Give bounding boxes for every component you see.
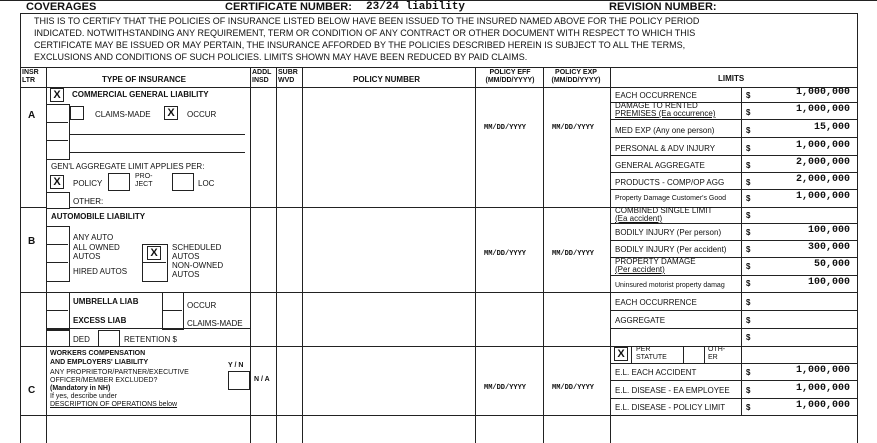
occur-label: OCCUR bbox=[187, 110, 217, 119]
col-sep bbox=[276, 67, 277, 443]
label-text: WORKERS COMPENSATION bbox=[50, 350, 146, 357]
limit-divider bbox=[610, 137, 857, 138]
not-applicable-label: N / A bbox=[254, 376, 270, 383]
workers-comp-title bbox=[50, 349, 148, 367]
umbrella-occur-column bbox=[162, 292, 184, 330]
dollar-sign: $ bbox=[746, 316, 751, 325]
header-text: (MM/DD/YYYY) bbox=[551, 77, 601, 84]
limit-label-products: PRODUCTS - COMP/OP AGG bbox=[615, 178, 725, 187]
limit-divider bbox=[610, 398, 857, 399]
label-text: PER bbox=[636, 346, 651, 353]
limit-amount: 100,000 bbox=[807, 277, 850, 288]
auto-checkbox-column bbox=[46, 226, 70, 282]
label-text: If yes, describe under bbox=[50, 393, 117, 400]
limit-amount: 1,000,000 bbox=[795, 104, 850, 115]
umbrella-aggregate-label: AGGREGATE bbox=[615, 316, 666, 325]
limit-amount: 1,000,000 bbox=[795, 191, 850, 202]
label-text: (Mandatory in NH) bbox=[50, 385, 111, 392]
sub-divider bbox=[46, 122, 68, 123]
other-checkbox[interactable] bbox=[46, 192, 70, 209]
header-text: SUBR bbox=[278, 69, 298, 76]
scheduled-autos-checkbox[interactable]: X bbox=[147, 246, 161, 260]
certification-notice bbox=[34, 15, 699, 63]
header-text: INSR bbox=[22, 69, 39, 76]
auto-eff-date: MM/DD/YYYY bbox=[484, 250, 527, 258]
dollar-sign: $ bbox=[746, 333, 751, 342]
addl-insd-header bbox=[252, 69, 271, 85]
col-sep bbox=[543, 67, 544, 443]
dollar-sign: $ bbox=[746, 368, 751, 377]
limit-label-customers-good: Property Damage Customer's Good bbox=[615, 195, 727, 202]
row-divider-bottom bbox=[20, 415, 857, 416]
limit-amount: 1,000,000 bbox=[795, 87, 850, 98]
ded-label: DED bbox=[73, 335, 90, 344]
general-liability-checkbox[interactable]: X bbox=[50, 88, 64, 102]
limits-header: LIMITS bbox=[718, 74, 745, 83]
dollar-sign: $ bbox=[746, 262, 751, 271]
dollar-sign: $ bbox=[746, 161, 751, 170]
limit-amount: 100,000 bbox=[807, 225, 850, 236]
umbrella-checkbox-column bbox=[46, 292, 70, 330]
notice-line: CERTIFICATE MAY BE ISSUED OR MAY PERTAIN, THE INSURANCE AFFORDED BY THE POLICIES DESCRIBED HEREIN IS SUBJECT TO ALL THE TERMS, bbox=[34, 40, 686, 50]
general-exp-date: MM/DD/YYYY bbox=[552, 124, 595, 132]
label-text: DESCRIPTION OF OPERATIONS below bbox=[50, 401, 178, 408]
yes-no-label: Y / N bbox=[228, 362, 244, 369]
agg-project-label bbox=[135, 173, 153, 189]
label-text: PRO- bbox=[135, 173, 153, 180]
limit-label-bi-person: BODILY INJURY (Per person) bbox=[615, 228, 722, 237]
label-text: NON-OWNED bbox=[172, 261, 224, 270]
col-sep bbox=[250, 67, 251, 443]
umbrella-occur-label: OCCUR bbox=[187, 301, 217, 310]
header-text: WVD bbox=[278, 77, 295, 84]
limit-divider bbox=[610, 172, 857, 173]
insurer-letter-c: C bbox=[28, 385, 36, 396]
agg-policy-label: POLICY bbox=[73, 179, 103, 188]
label-text: PROPERTY DAMAGE bbox=[615, 257, 696, 266]
label-text: (Ea accident) bbox=[615, 214, 663, 223]
dollar-sign: $ bbox=[746, 386, 751, 395]
limit-divider bbox=[610, 155, 857, 156]
workers-eff-date: MM/DD/YYYY bbox=[484, 384, 527, 392]
dollar-sign: $ bbox=[746, 279, 751, 288]
subr-wvd-header bbox=[278, 69, 298, 85]
limit-amount: 2,000,000 bbox=[795, 157, 850, 168]
notice-line: EXCLUSIONS AND CONDITIONS OF SUCH POLICIES. LIMITS SHOWN MAY HAVE BEEN REDUCED BY PAID CLAIMS. bbox=[34, 52, 528, 62]
header-text: POLICY EXP bbox=[555, 69, 597, 76]
label-text: STATUTE bbox=[636, 354, 667, 361]
umbrella-divider bbox=[46, 328, 250, 329]
label-text: AUTOS bbox=[172, 270, 200, 279]
ded-checkbox[interactable] bbox=[46, 330, 70, 347]
limit-divider bbox=[610, 119, 857, 120]
dollar-sign: $ bbox=[746, 91, 751, 100]
certificate-number-label: CERTIFICATE NUMBER: bbox=[225, 1, 352, 13]
agg-loc-label: LOC bbox=[198, 179, 215, 188]
label-text: JECT bbox=[135, 181, 153, 188]
notice-line: INDICATED. NOTWITHSTANDING ANY REQUIREMENT, TERM OR CONDITION OF ANY CONTRACT OR OTHER DOCUMENT WITH RESPECT TO WHICH THIS bbox=[34, 28, 696, 38]
policy-number-header: POLICY NUMBER bbox=[353, 75, 420, 84]
claims-made-checkbox[interactable] bbox=[70, 106, 84, 120]
label-text: AND EMPLOYERS' LIABILITY bbox=[50, 359, 149, 366]
label-text: DAMAGE TO RENTED bbox=[615, 101, 698, 110]
label-text: ER bbox=[708, 354, 718, 361]
sub-divider bbox=[46, 262, 68, 263]
blank-coverage-line bbox=[70, 152, 245, 153]
row-divider-umbrella bbox=[20, 292, 857, 293]
sub-divider bbox=[142, 262, 166, 263]
column-header-top bbox=[20, 67, 857, 68]
scheduled-autos-label bbox=[172, 243, 221, 261]
workers-exp-date: MM/DD/YYYY bbox=[552, 384, 595, 392]
limit-amount: 1,000,000 bbox=[795, 140, 850, 151]
label-text: ANY PROPRIETOR/PARTNER/EXECUTIVE bbox=[50, 369, 189, 376]
type-of-insurance-header: TYPE OF INSURANCE bbox=[102, 75, 187, 84]
limit-amount: 2,000,000 bbox=[795, 174, 850, 185]
header-rule bbox=[20, 13, 857, 14]
certificate-number-value: 23/24 liability bbox=[366, 1, 466, 13]
el-each-accident-label: E.L. EACH ACCIDENT bbox=[615, 368, 697, 377]
header-text: LTR bbox=[22, 77, 36, 84]
label-text: SCHEDULED bbox=[172, 243, 222, 252]
sub-divider bbox=[162, 310, 182, 311]
oth-er-label bbox=[708, 346, 725, 362]
insurer-letter-a: A bbox=[28, 110, 36, 121]
limit-label-property-damage bbox=[615, 258, 696, 274]
row-divider-workers bbox=[20, 346, 857, 347]
col-sep bbox=[475, 67, 476, 443]
aggregate-applies-label: GEN'L AGGREGATE LIMIT APPLIES PER: bbox=[51, 162, 205, 171]
general-eff-date: MM/DD/YYYY bbox=[484, 124, 527, 132]
label-text: (Per accident) bbox=[615, 265, 665, 274]
header-text: ADDL bbox=[252, 69, 272, 76]
label-text: PREMISES (Ea occurrence) bbox=[615, 109, 716, 118]
retention-checkbox[interactable] bbox=[98, 330, 120, 347]
limit-amount: 50,000 bbox=[813, 259, 850, 270]
label-text: OFFICER/MEMBER EXCLUDED? bbox=[50, 377, 158, 384]
general-liability-title: COMMERCIAL GENERAL LIABILITY bbox=[72, 90, 209, 99]
dollar-sign: $ bbox=[746, 108, 751, 117]
occur-checkbox[interactable]: X bbox=[164, 106, 178, 120]
limit-label-each-occurrence: EACH OCCURRENCE bbox=[615, 91, 697, 100]
hired-autos-label: HIRED AUTOS bbox=[73, 267, 128, 276]
sub-divider bbox=[46, 140, 68, 141]
dollar-sign: $ bbox=[746, 194, 751, 203]
limit-label-med-exp: MED EXP (Any one person) bbox=[615, 126, 715, 135]
limit-label-combined-single bbox=[615, 207, 712, 223]
col-sep bbox=[610, 67, 611, 443]
left-border bbox=[20, 13, 21, 443]
policy-eff-header bbox=[479, 69, 541, 85]
excluded-yn-box[interactable] bbox=[228, 371, 250, 390]
limit-amount: 1,000,000 bbox=[795, 365, 850, 376]
label-text: AUTOS bbox=[73, 252, 101, 261]
label-text: AUTOS bbox=[172, 252, 200, 261]
oth-er-checkbox[interactable] bbox=[683, 346, 705, 364]
dollar-sign: $ bbox=[746, 144, 751, 153]
dollar-sign: $ bbox=[746, 211, 751, 220]
limit-amount: 300,000 bbox=[807, 242, 850, 253]
umbrella-liab-label: UMBRELLA LIAB bbox=[73, 297, 139, 306]
limit-label-bi-accident: BODILY INJURY (Per accident) bbox=[615, 245, 727, 254]
agg-project-checkbox[interactable] bbox=[108, 173, 130, 191]
general-sub-checkbox-column bbox=[46, 104, 70, 160]
el-disease-employee-label: E.L. DISEASE - EA EMPLOYEE bbox=[615, 386, 730, 395]
sub-divider bbox=[46, 244, 68, 245]
limit-label-uninsured-motorist: Uninsured motorist property damag bbox=[615, 282, 725, 289]
el-disease-policy-label: E.L. DISEASE - POLICY LIMIT bbox=[615, 403, 726, 412]
agg-loc-checkbox[interactable] bbox=[172, 173, 194, 191]
any-auto-label: ANY AUTO bbox=[73, 233, 114, 242]
auto-exp-date: MM/DD/YYYY bbox=[552, 250, 595, 258]
limit-amount: 15,000 bbox=[813, 122, 850, 133]
dollar-sign: $ bbox=[746, 298, 751, 307]
notice-line: THIS IS TO CERTIFY THAT THE POLICIES OF INSURANCE LISTED BELOW HAVE BEEN ISSUED TO THE INSURED NAMED ABOVE FOR THE POLICY PERIOD bbox=[34, 16, 700, 26]
col-sep bbox=[302, 67, 303, 443]
limit-divider bbox=[610, 240, 857, 241]
limit-amount: 1,000,000 bbox=[795, 383, 850, 394]
row-divider-auto bbox=[20, 207, 857, 208]
auto-liability-title: AUTOMOBILE LIABILITY bbox=[51, 212, 146, 221]
per-statute-label bbox=[636, 346, 667, 362]
coverages-heading: COVERAGES bbox=[26, 1, 97, 13]
dollar-sign: $ bbox=[746, 126, 751, 135]
retention-label: RETENTION $ bbox=[124, 335, 177, 344]
policy-exp-header bbox=[545, 69, 607, 85]
umbrella-claims-made-label: CLAIMS-MADE bbox=[187, 319, 243, 328]
limit-divider bbox=[610, 363, 857, 364]
excess-liab-label: EXCESS LIAB bbox=[73, 316, 127, 325]
limit-label-general-aggregate: GENERAL AGGREGATE bbox=[615, 161, 705, 170]
limit-divider bbox=[610, 310, 857, 311]
limit-divider bbox=[610, 189, 857, 190]
agg-policy-checkbox[interactable]: X bbox=[50, 175, 64, 189]
right-border bbox=[857, 13, 858, 443]
insurer-letter-b: B bbox=[28, 236, 36, 247]
header-text: (MM/DD/YYYY) bbox=[485, 77, 535, 84]
limit-divider bbox=[610, 380, 857, 381]
header-text: INSD bbox=[252, 77, 269, 84]
limit-label-personal-adv: PERSONAL & ADV INJURY bbox=[615, 144, 716, 153]
insr-ltr-header bbox=[22, 69, 39, 85]
dollar-sign: $ bbox=[746, 403, 751, 412]
dollar-sign: $ bbox=[746, 245, 751, 254]
limit-amount: 1,000,000 bbox=[795, 400, 850, 411]
label-text: COMBINED SINGLE LIMIT bbox=[615, 206, 713, 215]
non-owned-autos-label bbox=[172, 261, 223, 279]
dollar-sign: $ bbox=[746, 178, 751, 187]
all-owned-label bbox=[73, 243, 120, 261]
sub-divider bbox=[46, 310, 68, 311]
limit-label-damage-rented bbox=[615, 102, 715, 118]
agg-other-label: OTHER: bbox=[73, 197, 104, 206]
blank-coverage-line bbox=[70, 134, 245, 135]
limit-divider bbox=[610, 275, 857, 276]
limit-divider bbox=[610, 328, 857, 329]
limit-divider bbox=[610, 223, 857, 224]
column-header-bottom bbox=[20, 87, 857, 88]
umbrella-each-occurrence-label: EACH OCCURRENCE bbox=[615, 298, 697, 307]
label-text: OTH- bbox=[708, 346, 726, 353]
header-text: POLICY EFF bbox=[489, 69, 531, 76]
label-text: ALL OWNED bbox=[73, 243, 120, 252]
dollar-sign: $ bbox=[746, 228, 751, 237]
workers-exclusion-text bbox=[50, 369, 189, 409]
per-statute-checkbox[interactable]: X bbox=[614, 347, 628, 361]
revision-number-label: REVISION NUMBER: bbox=[609, 1, 717, 13]
claims-made-label: CLAIMS-MADE bbox=[95, 110, 151, 119]
